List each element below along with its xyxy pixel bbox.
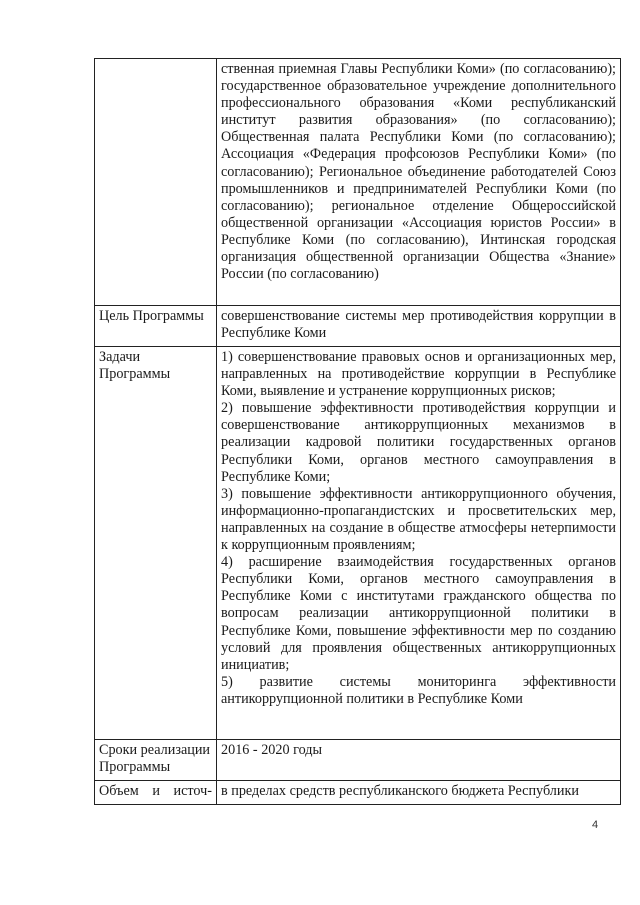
- table-row: [95, 306, 621, 347]
- timeline-text: 2016 - 2020 годы: [221, 742, 323, 758]
- task-item: 4) расширение взаимодействия государственных органов Республики Коми, органов местного самоуправления в Республике Коми с институтами гражданского общества по вопросам реализации антикоррупционной политики в Республике Коми, повышение эффективности мер по созданию условий для проявления общественных антикоррупционных инициатив;: [221, 554, 616, 673]
- table-row: [95, 59, 621, 306]
- executors-text: ственная приемная Главы Республики Коми» (по согласованию); государственное образовательное учреждение дополнительного профессионального образования «Коми республиканский институт развития образования» (по согласованию); Общественная палата Республики Коми (по согласованию); Ассоциация «Федерация профсоюзов Республики Коми» (по согласованию); Региональное объединение работодателей Союз промышленников и предпринимателей Республики Коми (по согласованию); региональное отделение Общероссийской общественной организации «Ассоциация юристов России» в Республике Коми (по согласованию), Интинская городская организация общественной организации Общества «Знание» России (по согласованию): [221, 61, 616, 283]
- timeline-cell: [217, 740, 621, 781]
- executors-cell: [217, 59, 621, 306]
- row-label: Объем и источ-: [95, 781, 217, 805]
- row-label: Сроки реализации Программы: [95, 740, 217, 781]
- task-item: 5) развитие системы мониторинга эффективности антикоррупционной политики в Республике Коми: [221, 673, 616, 707]
- program-passport-table: [94, 58, 621, 805]
- row-label: [95, 59, 217, 306]
- table-row: [95, 347, 621, 740]
- goal-text: совершенствование системы мер противодействия коррупции в Республике Коми: [221, 308, 616, 342]
- row-label: Задачи Программы: [95, 347, 217, 740]
- goal-cell: [217, 306, 621, 347]
- funding-text: в пределах средств республиканского бюджета Республики: [221, 783, 579, 799]
- task-item: 1) совершенствование правовых основ и организационных мер, направленных на противодействие коррупции в Республике Коми, выявление и устранение коррупционных рисков;: [221, 349, 616, 400]
- task-item: 2) повышение эффективности противодействия коррупции и совершенствование антикоррупционных механизмов в реализации кадровой политики государственных органов Республики Коми, органов местного самоуправления в Республике Коми;: [221, 400, 616, 485]
- table-row: [95, 740, 621, 781]
- task-item: 3) повышение эффективности антикоррупционного обучения, информационно-пропагандистских и просветительских мер, направленных на создание в обществе атмосферы нетерпимости к коррупционным проявлениям;: [221, 485, 616, 554]
- funding-cell: [217, 781, 621, 805]
- row-label: Цель Программы: [95, 306, 217, 347]
- tasks-cell: [217, 347, 621, 740]
- table-row: [95, 781, 621, 805]
- page-number: 4: [592, 819, 599, 831]
